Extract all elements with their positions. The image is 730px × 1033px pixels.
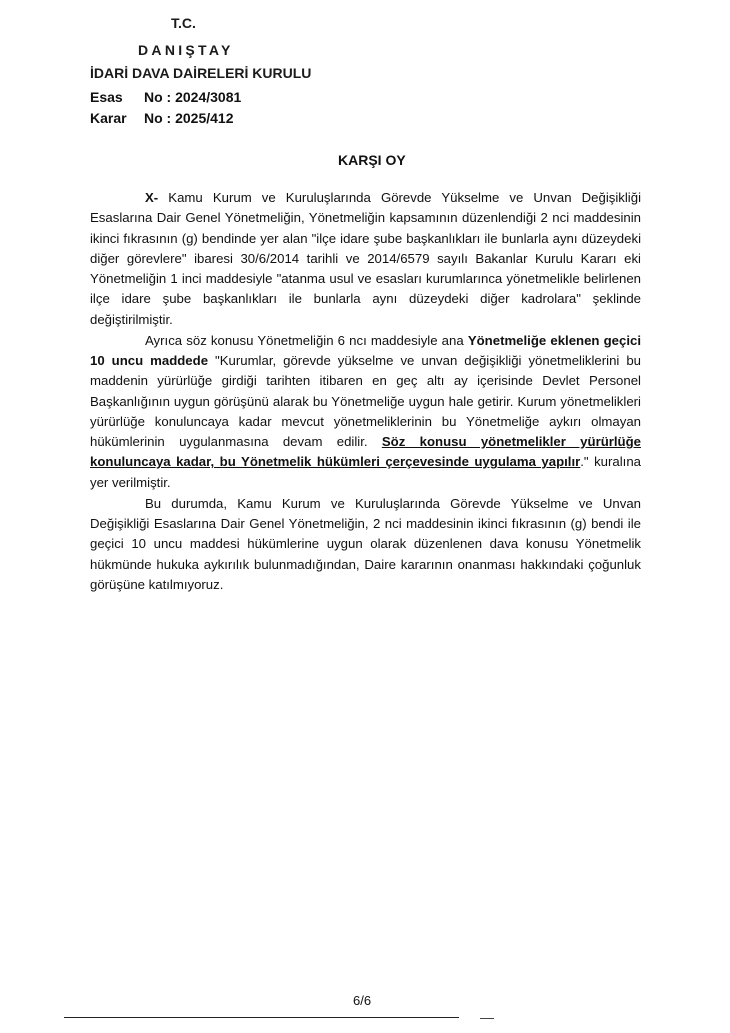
esas-label: Esas: [90, 89, 123, 105]
page-number: 6/6: [353, 993, 372, 1008]
board-name: İDARİ DAVA DAİRELERİ KURULU: [90, 65, 312, 81]
paragraph-1-text: Kamu Kurum ve Kuruluşlarında Görevde Yükselme ve Unvan Değişikliği Esaslarına Dair Genel Yönetmeliğin, Yönetmeliğin kapsamının düzenlendiği 2 nci maddesinin ikinci fıkrasının (g) bendinde yer alan "ilçe idare şube başkanlıkları ile bunlarla aynı düzeydeki diğer görevlere" ibaresi 30/6/2014 tarihli ve 2014/6579 sayılı Bakanlar Kurulu Kararı eki Yönetmeliğin 1 inci maddesiyle "atanma usul ve esasları kurumlarınca yönetmelikle belirlenen ilçe idare şube başkanlıkları ile bunlarla aynı düzeydeki diğer kadrolara" şeklinde değiştirilmiştir.: [90, 190, 641, 327]
footer-rule: [64, 1017, 459, 1018]
paragraph-3: Bu durumda, Kamu Kurum ve Kuruluşlarında Görevde Yükselme ve Unvan Değişikliği Esaslarına Dair Genel Yönetmeliğin, 2 nci maddesinin ikinci fıkrasının (g) bendi ile geçici 10 uncu maddesi hükümlerine uygun olarak düzenlenen dava konusu Yönetmelik hükmünde hukuka aykırılık bulunmadığından, Daire kararının onanması hakkındaki çoğunluk görüşüne katılmıyoruz.: [90, 495, 641, 592]
karar-number: No : 2025/412: [144, 110, 234, 126]
footer-dash: [480, 1018, 494, 1019]
esas-line: [90, 89, 241, 105]
header-tc: T.C.: [171, 15, 196, 31]
paragraph-2-underlined: Söz konusu yönetmelikler yürürlüğe konuluncaya kadar, bu Yönetmelik hükümleri çerçevesinde uygulama yapılır: [90, 434, 641, 470]
document-body: [90, 188, 641, 595]
karar-line: [90, 110, 234, 126]
paragraph-2-text-3: ." kuralına yer verilmiştir.: [90, 454, 641, 490]
paragraph-2: [90, 331, 641, 493]
karar-label: Karar: [90, 110, 127, 126]
paragraph-2-text-2: "Kurumlar, görevde yükselme ve unvan değişikliği yönetmeliklerini bu maddenin yürürlüğe girdiği tarihten itibaren en geç altı ay içerisinde Devlet Personel Başkanlığının uygun görüşünü alarak bu Yönetmeliğe uygun hale getirir. Kurum yönetmelikleri yürürlüğe konuluncaya kadar mevcut yönetmeliklerinin bu Yönetmeliğe aykırı olmayan hükümlerinin uygulanmasına devam edilir.: [90, 353, 641, 449]
paragraph-2-text-1: Ayrıca söz konusu Yönetmeliğin 6 ncı maddesiyle ana: [145, 332, 468, 348]
court-name: DANIŞTAY: [138, 42, 234, 58]
paragraph-2-bold: Yönetmeliğe eklenen geçici 10 uncu maddede: [90, 332, 641, 368]
esas-number: No : 2024/3081: [144, 89, 242, 105]
paragraph-1: [90, 188, 641, 330]
document-title: KARŞI OY: [338, 152, 406, 168]
paragraph-1-lead: X-: [145, 190, 159, 205]
